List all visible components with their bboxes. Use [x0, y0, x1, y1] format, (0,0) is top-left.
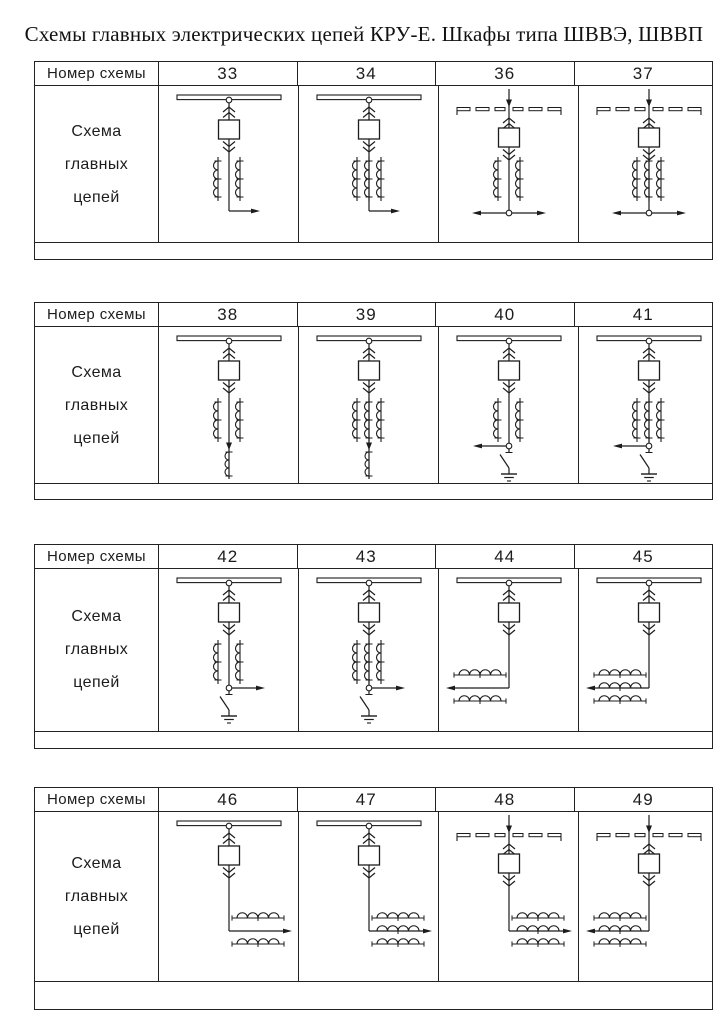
circuit-diagram	[439, 328, 578, 484]
side-label-line: Схема	[71, 854, 122, 872]
scheme-number-cell: 47	[297, 788, 436, 811]
table-header-row	[35, 303, 712, 327]
table-header-row	[35, 62, 712, 86]
scheme-number-cell: 46	[158, 788, 297, 811]
row-header-cell: Номер схемы	[46, 548, 146, 565]
scheme-number-cell: 33	[158, 62, 297, 85]
diagram-cell	[158, 569, 298, 731]
diagram-row	[35, 86, 712, 242]
scheme-number-cell: 40	[435, 303, 574, 326]
side-label-cell	[35, 86, 158, 243]
side-label-line: цепей	[73, 674, 120, 691]
diagram-cell	[158, 812, 298, 981]
scheme-table-3	[34, 544, 713, 749]
scheme-number-cell: 37	[574, 62, 713, 85]
circuit-diagram	[439, 87, 578, 243]
diagram-cell	[298, 569, 438, 731]
row-header-cell: Номер схемы	[46, 65, 146, 82]
side-label-line: главных	[64, 396, 129, 414]
side-label-line: Схема	[71, 608, 122, 625]
side-label-line: главных	[64, 641, 129, 658]
diagram-cell	[438, 327, 578, 484]
side-label-line: главных	[64, 887, 129, 905]
diagram-cell	[578, 86, 718, 243]
table-header-row	[35, 788, 712, 812]
side-label-cell	[35, 327, 158, 484]
scheme-number-cell: 39	[297, 303, 436, 326]
diagram-row	[35, 569, 712, 731]
scheme-number-cell: 48	[435, 788, 574, 811]
scheme-table-4	[34, 787, 713, 1010]
diagram-cell	[578, 569, 718, 731]
scheme-number-cell: 34	[297, 62, 436, 85]
page-title: Схемы главных электрических цепей КРУ-Е. Шкафы типа ШВВЭ, ШВВП	[24, 22, 704, 46]
circuit-diagram	[439, 570, 578, 726]
side-label-cell	[35, 569, 158, 731]
diagram-cell	[298, 327, 438, 484]
diagram-row	[35, 327, 712, 483]
scheme-table-1	[34, 61, 713, 260]
circuit-diagram	[439, 813, 578, 969]
circuit-diagram	[299, 813, 438, 969]
scheme-number-cell: 42	[158, 545, 297, 568]
scheme-table-2	[34, 302, 713, 500]
diagram-cell	[298, 812, 438, 981]
empty-footer-row	[35, 483, 712, 499]
circuit-diagram	[159, 87, 298, 243]
diagram-cell	[158, 86, 298, 243]
side-label-line: цепей	[73, 920, 120, 938]
side-label-line: Схема	[71, 122, 122, 140]
scheme-number-cell: 41	[574, 303, 713, 326]
empty-footer-row	[35, 242, 712, 259]
row-header-cell: Номер схемы	[46, 791, 146, 808]
circuit-diagram	[299, 570, 438, 726]
circuit-diagram	[299, 87, 438, 243]
circuit-diagram	[159, 328, 298, 484]
side-label-cell	[35, 812, 158, 981]
circuit-diagram	[579, 328, 718, 484]
scheme-number-cell: 38	[158, 303, 297, 326]
circuit-diagram	[159, 570, 298, 726]
side-label-line: главных	[64, 155, 129, 173]
empty-footer-row	[35, 731, 712, 748]
diagram-cell	[578, 812, 718, 981]
scheme-number-cell: 36	[435, 62, 574, 85]
scheme-number-cell: 45	[574, 545, 713, 568]
table-header-row	[35, 545, 712, 569]
scheme-number-cell: 43	[297, 545, 436, 568]
diagram-cell	[578, 327, 718, 484]
empty-footer-row	[35, 981, 712, 1009]
side-label-line: цепей	[73, 188, 120, 206]
circuit-diagram	[579, 570, 718, 726]
diagram-cell	[298, 86, 438, 243]
circuit-diagram	[159, 813, 298, 969]
circuit-diagram	[299, 328, 438, 484]
diagram-cell	[438, 569, 578, 731]
circuit-diagram	[579, 813, 718, 969]
scheme-number-cell: 49	[574, 788, 713, 811]
side-label-line: Схема	[71, 363, 122, 381]
circuit-diagram	[579, 87, 718, 243]
diagram-cell	[438, 812, 578, 981]
row-header-cell: Номер схемы	[46, 306, 146, 323]
side-label-line: цепей	[73, 429, 120, 447]
scheme-number-cell: 44	[435, 545, 574, 568]
diagram-cell	[438, 86, 578, 243]
diagram-cell	[158, 327, 298, 484]
diagram-row	[35, 812, 712, 981]
